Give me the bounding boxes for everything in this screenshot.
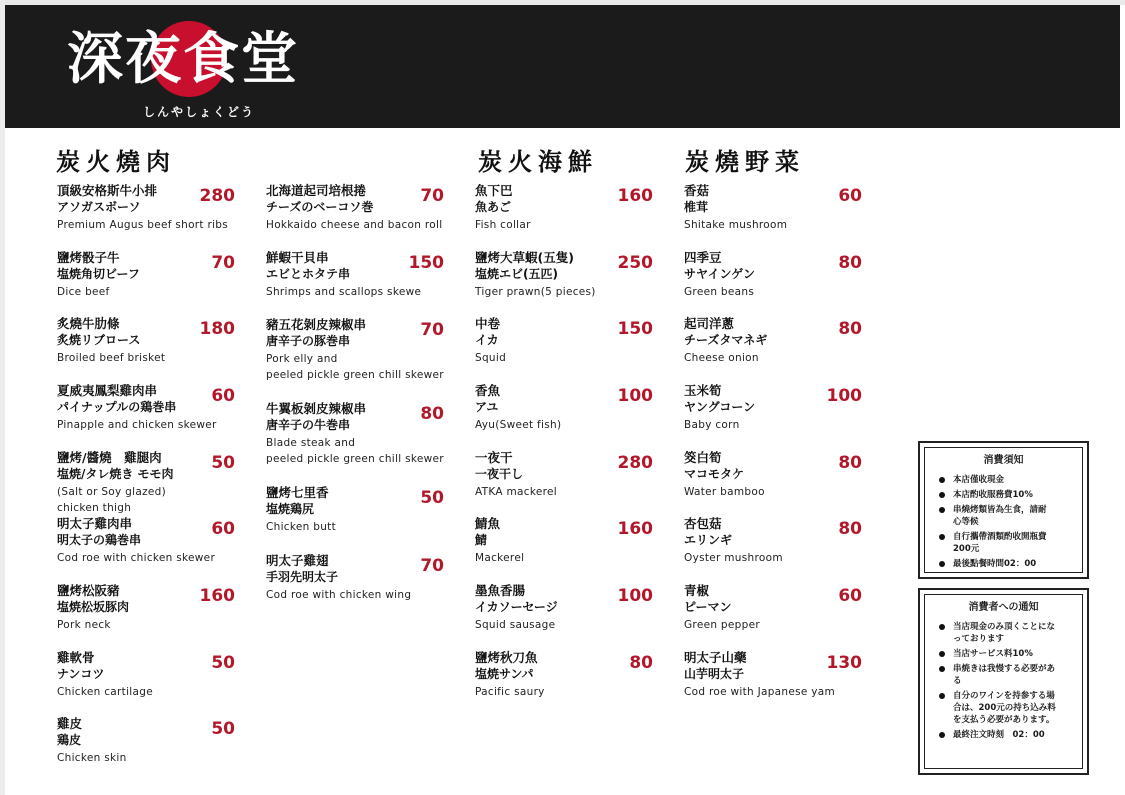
menu-item-name-cn: 鹽烤大草蝦(五隻) — [475, 250, 574, 265]
menu-item-name-cn: 中卷 — [475, 316, 501, 331]
section-title-seafood: 炭火海鮮 — [478, 147, 598, 176]
menu-item-price: 70 — [211, 253, 235, 273]
menu-item-name-cn: 玉米筍 — [684, 383, 722, 398]
menu-item — [57, 382, 235, 433]
menu-item-name-jp: 塩焼/タレ焼き モモ肉 — [57, 467, 174, 481]
menu-item — [475, 449, 653, 500]
menu-item — [57, 315, 235, 366]
menu-item-name-jp: 鯖 — [475, 533, 488, 547]
menu-item-name-en: Squid — [475, 352, 507, 364]
menu-item-name-jp: パイナップルの鶏巻串 — [57, 400, 177, 414]
menu-item-name-cn: 明太子山藥 — [684, 650, 747, 665]
menu-item-name-jp: ナンコツ — [57, 667, 105, 681]
menu-item — [266, 182, 442, 233]
menu-item-price: 80 — [629, 653, 653, 673]
header-banner — [5, 5, 1120, 128]
menu-item-name-en: Hokkaido cheese and bacon roll — [266, 219, 443, 231]
menu-item-name-en: Ayu(Sweet fish) — [475, 419, 562, 431]
menu-item-price: 80 — [838, 319, 862, 339]
menu-item-name-jp: 明太子の鶏巻串 — [57, 533, 142, 547]
menu-item-name-en: Chicken cartilage — [57, 686, 153, 698]
menu-item-price: 280 — [199, 186, 235, 206]
menu-item-price: 80 — [838, 253, 862, 273]
menu-item-name-jp: 唐辛子の豚巻串 — [266, 334, 351, 348]
notice-box-japanese — [918, 588, 1089, 775]
menu-item-name-cn: 青椒 — [684, 583, 710, 598]
menu-item-name-cn: 夏威夷鳳梨雞肉串 — [57, 383, 158, 398]
menu-item-name-en: Dice beef — [57, 286, 110, 298]
menu-item-name-jp: 魚あご — [475, 200, 512, 214]
menu-item-price: 80 — [838, 519, 862, 539]
menu-item-price: 60 — [211, 386, 235, 406]
menu-item-name-en: Cod roe with chicken skewer — [57, 552, 216, 564]
menu-item-name-en: Cod roe with chicken wing — [266, 589, 412, 601]
menu-item-name-en: Cheese onion — [684, 352, 759, 364]
menu-item-name-en: ATKA mackerel — [475, 486, 557, 498]
menu-item-price: 150 — [617, 319, 653, 339]
menu-item-name-jp: 唐辛子の牛巻串 — [266, 418, 351, 432]
menu-item-name-cn: 明太子雞翅 — [266, 553, 329, 568]
menu-item-name-en: Fish collar — [475, 219, 531, 231]
menu-item-name-en: Pinapple and chicken skewer — [57, 419, 217, 431]
menu-item-name-en: Squid sausage — [475, 619, 556, 631]
menu-item-price: 70 — [420, 186, 444, 206]
notice-inner-frame — [924, 594, 1083, 769]
menu-item-name-cn: 杏包菇 — [684, 516, 722, 531]
menu-item — [684, 649, 862, 700]
menu-item-price: 160 — [617, 519, 653, 539]
menu-item-name-jp: 炙焼リブロース — [57, 333, 141, 347]
menu-item-price: 50 — [211, 453, 235, 473]
menu-item-name-jp: エビとホタテ串 — [266, 267, 351, 281]
menu-item-name-cn: 牛翼板剝皮辣椒串 — [266, 401, 367, 416]
menu-item-name-en: Chicken skin — [57, 752, 127, 764]
section-title-grilled-meat: 炭火燒肉 — [56, 147, 176, 176]
menu-item-name-cn: 香魚 — [475, 383, 501, 398]
menu-item-name-jp: チーズタマネギ — [684, 333, 768, 347]
menu-item-name-cn: 鯖魚 — [475, 516, 501, 531]
menu-item-name-en: Cod roe with Japanese yam — [684, 686, 836, 698]
menu-item-name-jp: サヤインゲン — [684, 267, 756, 281]
menu-item-price: 100 — [617, 586, 653, 606]
notice-item: 当店現金のみ頂くことになっております — [937, 621, 1061, 645]
menu-item-price: 160 — [199, 586, 235, 606]
menu-item — [684, 449, 862, 500]
menu-item-name-jp: アソガスボーソ — [57, 200, 141, 214]
menu-item-name-jp: 鶏皮 — [57, 733, 82, 747]
menu-item-name-jp: エリンギ — [684, 533, 733, 547]
notice-inner-frame — [924, 447, 1083, 573]
menu-item-price: 100 — [617, 386, 653, 406]
menu-item-name-jp: イカソーセージ — [475, 600, 558, 614]
menu-item-price: 60 — [838, 586, 862, 606]
menu-item-name-jp: 一夜干し — [475, 467, 524, 481]
logo-title: 深夜食堂 — [67, 26, 299, 92]
menu-item-name-en: Tiger prawn(5 pieces) — [475, 286, 596, 298]
menu-item-name-en: Broiled beef brisket — [57, 352, 166, 364]
menu-item-price: 50 — [211, 653, 235, 673]
notice-box-chinese — [918, 441, 1089, 579]
menu-item — [266, 400, 444, 467]
menu-item — [684, 382, 862, 433]
menu-item-name-en: Chicken butt — [266, 521, 336, 533]
notice-item: 串燒烤類皆為生食，請耐心等候 — [937, 504, 1049, 528]
menu-item-name-cn: 雞皮 — [57, 716, 83, 731]
menu-item — [57, 649, 235, 700]
menu-item — [266, 316, 444, 383]
menu-item-name-en: Premium Augus beef short ribs — [57, 219, 229, 231]
menu-item-name-jp: ヤングコーン — [684, 400, 756, 414]
menu-item-name-jp: マコモタケ — [684, 467, 745, 481]
menu-item-name-en: Oyster mushroom — [684, 552, 783, 564]
notice-item: 串焼きは我慢する必要がある — [937, 663, 1061, 687]
menu-item-name-cn: 鮮蝦干貝串 — [266, 250, 329, 265]
menu-item-name-en: Mackerel — [475, 552, 525, 564]
menu-item-price: 280 — [617, 453, 653, 473]
menu-item — [684, 182, 862, 233]
menu-item-name-cn: 北海道起司培根捲 — [266, 183, 367, 198]
menu-item — [57, 249, 235, 300]
menu-item — [684, 315, 862, 366]
notice-title: 消費者への通知 — [968, 602, 1039, 613]
menu-item-name-cn: 香菇 — [684, 183, 710, 198]
menu-item-name-en: Pacific saury — [475, 686, 545, 698]
menu-item-name-en: (Salt or Soy glazed) — [57, 486, 167, 498]
menu-item-price: 250 — [617, 253, 653, 273]
menu-item-name-cn: 鹽烤松阪豬 — [57, 583, 120, 598]
menu-item-name-en: Water bamboo — [684, 486, 765, 498]
menu-item — [266, 484, 444, 535]
menu-item — [475, 515, 653, 566]
notice-item: 自分のワインを持参する場合は、200元の持ち込み料を支払う必要があります。 — [937, 690, 1061, 726]
menu-item — [57, 715, 235, 766]
menu-item — [57, 182, 235, 233]
menu-item — [684, 582, 862, 633]
notice-item: 自行攜帶酒類酌收開瓶費200元 — [937, 531, 1049, 555]
menu-item — [475, 382, 653, 433]
logo-subtitle: しんやしょくどう — [143, 105, 256, 119]
menu-item — [57, 515, 235, 566]
menu-item-price: 60 — [838, 186, 862, 206]
notice-title: 消費須知 — [983, 455, 1024, 466]
menu-item — [266, 249, 444, 300]
menu-item-price: 50 — [211, 719, 235, 739]
menu-item-name-cn: 起司洋蔥 — [684, 316, 735, 331]
menu-item-price: 80 — [838, 453, 862, 473]
menu-item-price: 70 — [420, 320, 444, 340]
menu-item — [475, 649, 653, 700]
menu-item — [266, 552, 444, 603]
menu-item-name-jp: イカ — [475, 333, 499, 347]
notice-item: 本店僅收現金 — [937, 474, 1076, 486]
menu-item-name-jp: ピーマン — [684, 600, 732, 614]
menu-item-name-cn: 墨魚香腸 — [475, 583, 526, 598]
menu-item-name-cn: 雞軟骨 — [57, 650, 95, 665]
menu-item-name-jp: 塩焼角切ビーフ — [57, 267, 140, 281]
menu-item — [57, 582, 235, 633]
menu-item-price: 50 — [420, 488, 444, 508]
menu-item-name-jp: 山芋明太子 — [684, 667, 745, 681]
menu-item-name-en: Green pepper — [684, 619, 760, 631]
menu-item-name-cn: 炙燒牛肋條 — [57, 316, 120, 331]
menu-item-name-en: Shitake mushroom — [684, 219, 788, 231]
menu-item-name-cn: 魚下巴 — [475, 183, 513, 198]
menu-item-price: 130 — [826, 653, 862, 673]
menu-item-price: 60 — [211, 519, 235, 539]
menu-item-name-jp: 手羽先明太子 — [266, 570, 339, 584]
menu-item-name-en: Baby corn — [684, 419, 740, 431]
menu-item-name-jp: 塩焼松坂豚肉 — [57, 600, 130, 614]
menu-item-name-en: Green beans — [684, 286, 755, 298]
menu-item — [684, 515, 862, 566]
menu-item-name-en: Pork neck — [57, 619, 111, 631]
menu-item-name-cn: 四季豆 — [684, 250, 722, 265]
menu-item-price: 180 — [199, 319, 235, 339]
menu-item-name-en: chicken thigh — [57, 502, 132, 514]
menu-item-name-cn: 明太子雞肉串 — [57, 516, 133, 531]
menu-item-price: 150 — [408, 253, 444, 273]
menu-item-price: 70 — [420, 556, 444, 576]
menu-item — [475, 582, 653, 633]
menu-item-price: 160 — [617, 186, 653, 206]
menu-item-name-cn: 鹽烤骰子牛 — [57, 250, 120, 265]
notice-item: 最後點餐時間02：00 — [937, 558, 1076, 570]
section-title-vegetables: 炭燒野菜 — [685, 147, 805, 176]
notice-item: 最終注文時刻 02：00 — [937, 729, 1076, 741]
menu-item-name-cn: 筊白筍 — [684, 450, 722, 465]
menu-item-name-en: peeled pickle green chill skewer — [266, 369, 444, 381]
menu-item-price: 80 — [420, 404, 444, 424]
notice-item: 当店サービス料10% — [937, 648, 1076, 660]
menu-item-name-en: Pork elly and — [266, 353, 338, 365]
menu-item-name-jp: アユ — [475, 400, 499, 414]
menu-item-name-cn: 鹽烤秋刀魚 — [475, 650, 538, 665]
menu-item-name-jp: 塩焼エビ(五匹) — [475, 267, 558, 281]
menu-item-name-jp: 椎茸 — [684, 200, 709, 214]
menu-item-name-cn: 豬五花剝皮辣椒串 — [266, 317, 367, 332]
menu-item-name-cn: 鹽烤/醬燒 雞腿肉 — [57, 450, 162, 465]
menu-item-price: 100 — [826, 386, 862, 406]
menu-item — [684, 249, 862, 300]
menu-item-name-en: peeled pickle green chill skewer — [266, 453, 444, 465]
menu-item — [57, 449, 235, 516]
menu-item-name-cn: 頂級安格斯牛小排 — [57, 183, 158, 198]
menu-item-name-jp: 塩焼鶏尻 — [266, 502, 315, 516]
notice-item: 本店酌收服務費10% — [937, 489, 1076, 501]
menu-item — [475, 182, 653, 233]
menu-item — [475, 315, 653, 366]
menu-item-name-en: Blade steak and — [266, 437, 356, 449]
menu-item — [475, 249, 653, 300]
menu-item-name-cn: 鹽烤七里香 — [266, 485, 329, 500]
menu-item-name-cn: 一夜干 — [475, 450, 513, 465]
menu-item-name-jp: 塩焼サンパ — [475, 667, 534, 681]
menu-item-name-jp: チーズのベーコソ巻 — [266, 200, 374, 214]
menu-item-name-en: Shrimps and scallops skewe — [266, 286, 422, 298]
